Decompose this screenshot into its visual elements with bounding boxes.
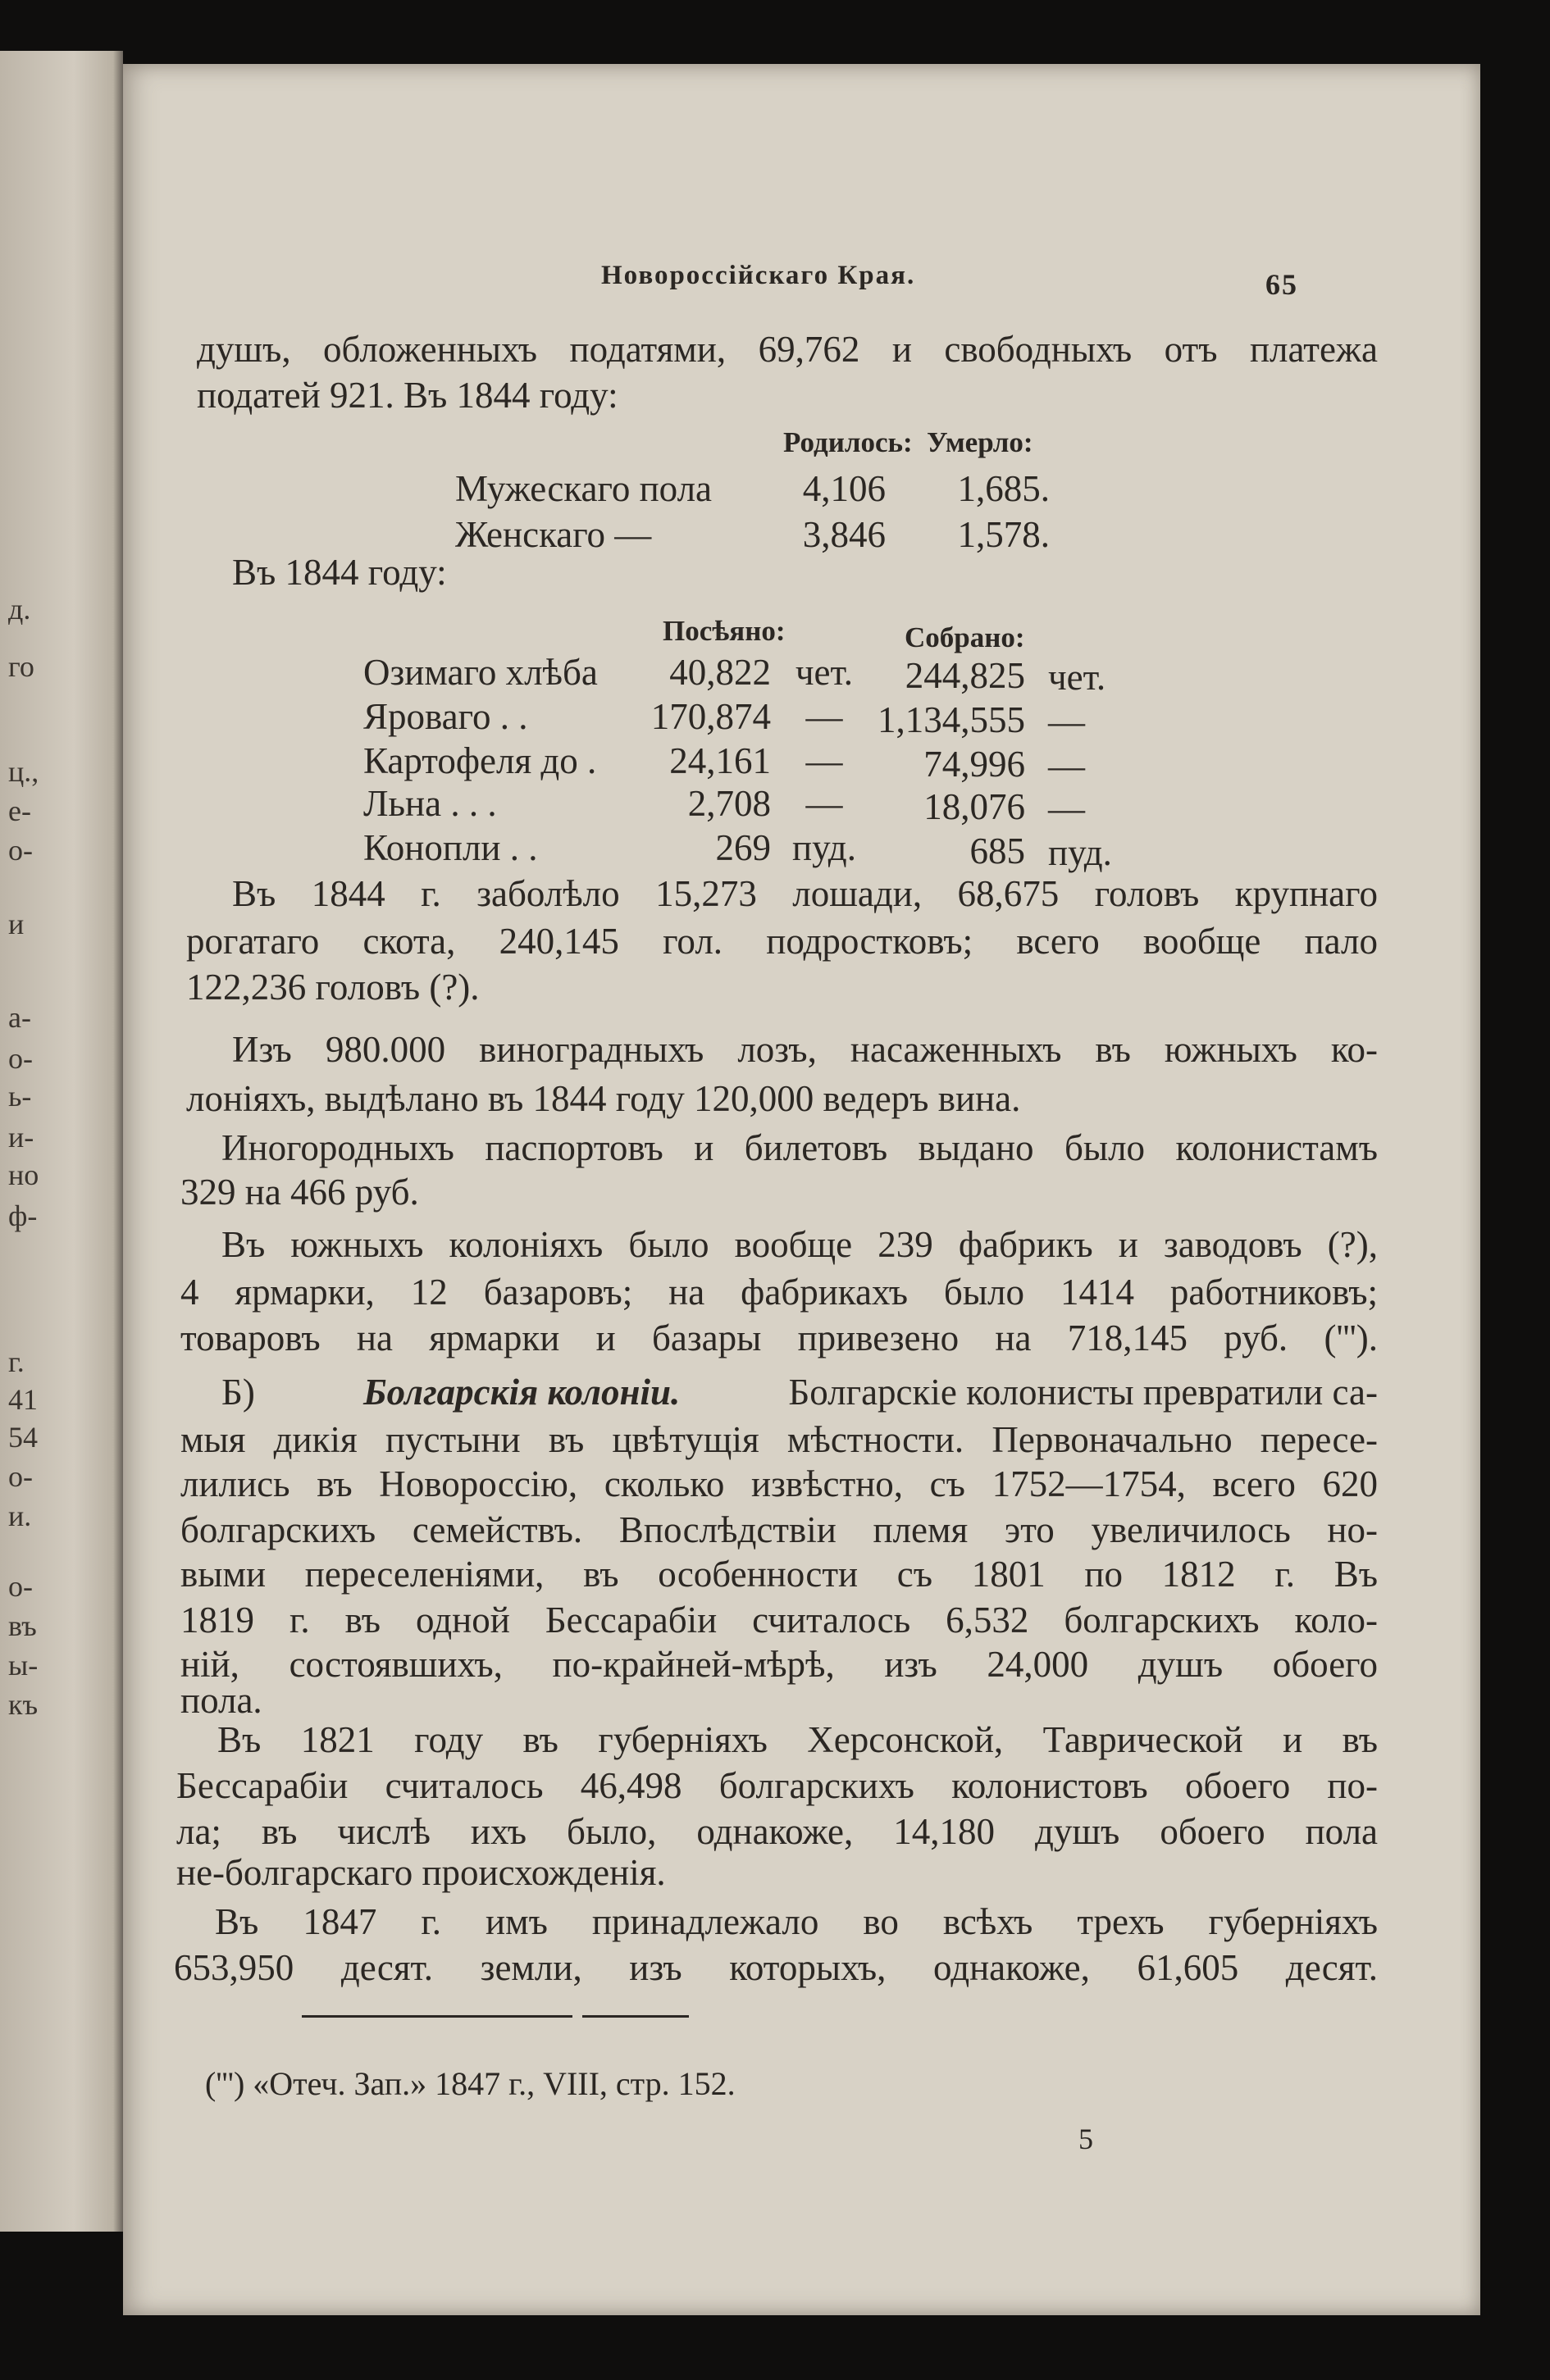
previous-page-fragment: о- [8, 1570, 33, 1603]
text-line: ла; въ числѣ ихъ было, однакоже, 14,180 душъ обоего пола [176, 1811, 1378, 1852]
harvest-row-unit-sown: — [805, 783, 843, 824]
text-line-with-heading [221, 1371, 1378, 1413]
births-row-label: Женскаго — [455, 514, 652, 555]
text-line: рогатаго скота, 240,145 гол. подростковъ; всего вообще пало [186, 921, 1378, 962]
harvest-row-label: Озимаго хлѣба [363, 652, 598, 693]
births-row-born: 3,846 [802, 514, 886, 555]
births-row-died: 1,578. [957, 514, 1050, 555]
previous-page-fragment: о- [8, 1460, 33, 1493]
section-title: Болгарскія колоніи. [363, 1372, 681, 1413]
text-line: 1819 г. въ одной Бессарабіи считалось 6,532 болгарскихъ коло- [180, 1600, 1378, 1641]
table-header-born: Родилось: [783, 426, 913, 458]
text-line: податей 921. Въ 1844 году: [197, 375, 618, 416]
harvest-row-sown: 170,874 [650, 696, 771, 737]
text-line: ній, состоявшихъ, по-крайней-мѣрѣ, изъ 24,000 душъ обоего [180, 1644, 1378, 1685]
text-line: выми переселеніями, въ особенности съ 1801 по 1812 г. Въ [180, 1554, 1378, 1595]
text-line: товаровъ на ярмарки и базары привезено на 718,145 руб. ('''). [180, 1317, 1378, 1358]
signature-mark: 5 [1078, 2123, 1093, 2155]
harvest-row-sown: 2,708 [687, 783, 771, 824]
harvest-row-label: Картофеля до . [363, 740, 597, 781]
previous-page-fragment: ы- [8, 1649, 39, 1681]
harvest-row-sown: 269 [715, 827, 771, 868]
previous-page-fragment: го [8, 650, 34, 683]
page-number: 65 [1265, 268, 1298, 301]
table-header-sown: Посѣяно: [663, 615, 786, 647]
harvest-row-gathered: 74,996 [923, 744, 1025, 785]
text-line: Въ 1821 году въ губерніяхъ Херсонской, Таврической и въ [217, 1719, 1378, 1760]
previous-page-fragment: д. [8, 593, 31, 626]
previous-page-edge [0, 51, 123, 2232]
harvest-row-gathered: 18,076 [923, 786, 1025, 827]
harvest-row-gathered: 685 [969, 830, 1025, 871]
text-line: лоніяхъ, выдѣлано въ 1844 году 120,000 ведеръ вина. [186, 1078, 1021, 1119]
running-head: Новороссійскаго Края. [601, 261, 916, 290]
harvest-row-unit-gathered: — [1048, 745, 1085, 786]
text-line: 4 ярмарки, 12 базаровъ; на фабрикахъ было 1414 работниковъ; [180, 1272, 1378, 1313]
harvest-row-unit-gathered: чет. [1048, 657, 1106, 698]
footnote-rule [582, 2015, 689, 2018]
previous-page-fragment: ф- [8, 1199, 38, 1232]
text-line: лились въ Новороссію, сколько извѣстно, съ 1752—1754, всего 620 [180, 1463, 1378, 1504]
harvest-row-unit-gathered: пуд. [1048, 832, 1112, 873]
text-line: Въ 1844 г. заболѣло 15,273 лошади, 68,675 головъ крупнаго [232, 873, 1378, 914]
previous-page-fragment: о- [8, 1042, 33, 1075]
births-row-label: Мужескаго пола [455, 468, 713, 509]
harvest-row-gathered: 244,825 [905, 655, 1025, 696]
text-line: Изъ 980.000 виноградныхъ лозъ, насаженныхъ въ южныхъ ко- [232, 1029, 1378, 1070]
text-line: 329 на 466 руб. [180, 1172, 419, 1213]
previous-page-fragment: е- [8, 794, 31, 827]
previous-page-fragment: 41 [8, 1383, 38, 1416]
previous-page-fragment: ц., [8, 755, 39, 788]
text-line: 653,950 десят. земли, изъ которыхъ, однакоже, 61,605 десят. [174, 1947, 1378, 1988]
harvest-row-label: Яроваго . . [363, 696, 528, 737]
text-line: душъ, обложенныхъ податями, 69,762 и свободныхъ отъ платежа [197, 329, 1378, 370]
harvest-row-label: Льна . . . [363, 783, 497, 824]
previous-page-fragment: къ [8, 1688, 39, 1721]
previous-page-fragment: и- [8, 1121, 34, 1154]
harvest-row-gathered: 1,134,555 [878, 699, 1025, 740]
text-line: болгарскихъ семействъ. Впослѣдствіи племя это увеличилось но- [180, 1509, 1378, 1550]
previous-page-fragment: ь- [8, 1080, 32, 1113]
text-line: Въ южныхъ колоніяхъ было вообще 239 фабрикъ и заводовъ (?), [221, 1224, 1378, 1265]
text-line: мыя дикія пустыни въ цвѣтущія мѣстности. Первоначально пересе- [180, 1419, 1378, 1460]
text-line: Иногородныхъ паспортовъ и билетовъ выдано было колонистамъ [221, 1127, 1378, 1168]
births-row-died: 1,685. [957, 468, 1050, 509]
text-fragment: Болгарскіе колонисты превратили са- [788, 1372, 1378, 1413]
table-header-gathered: Собрано: [905, 621, 1025, 653]
previous-page-fragment: а- [8, 1001, 31, 1034]
harvest-row-label: Конопли . . [363, 827, 538, 868]
previous-page-fragment: г. [8, 1345, 25, 1378]
previous-page-fragment: въ [8, 1609, 37, 1642]
harvest-row-sown: 40,822 [669, 652, 771, 693]
previous-page-fragment: о- [8, 834, 33, 867]
harvest-row-unit-sown: чет. [795, 652, 854, 693]
harvest-row-unit-gathered: — [1048, 788, 1085, 829]
harvest-row-unit-sown: — [805, 740, 843, 781]
births-row-born: 4,106 [802, 468, 886, 509]
harvest-row-unit-sown: пуд. [792, 827, 856, 868]
text-line: 122,236 головъ (?). [186, 967, 480, 1008]
harvest-row-unit-gathered: — [1048, 701, 1085, 742]
text-line: Въ 1844 году: [232, 552, 447, 593]
text-line: Въ 1847 г. имъ принадлежало во всѣхъ трехъ губерніяхъ [215, 1901, 1378, 1942]
footnote-rule [302, 2015, 572, 2018]
section-letter: Б) [221, 1372, 255, 1413]
previous-page-fragment: но [8, 1158, 39, 1191]
book-page [123, 64, 1480, 2315]
text-line: не-болгарскаго происхожденія. [176, 1852, 666, 1893]
text-line: Бессарабіи считалось 46,498 болгарскихъ колонистовъ обоего по- [176, 1765, 1378, 1806]
previous-page-fragment: и. [8, 1499, 32, 1532]
table-header-died: Умерло: [927, 426, 1033, 458]
text-line: пола. [180, 1680, 262, 1721]
footnote: (''') «Отеч. Зап.» 1847 г., VIII, стр. 152. [205, 2065, 736, 2102]
previous-page-fragment: и [8, 908, 25, 940]
harvest-row-sown: 24,161 [669, 740, 771, 781]
previous-page-fragment: 54 [8, 1421, 38, 1454]
harvest-row-unit-sown: — [805, 696, 843, 737]
